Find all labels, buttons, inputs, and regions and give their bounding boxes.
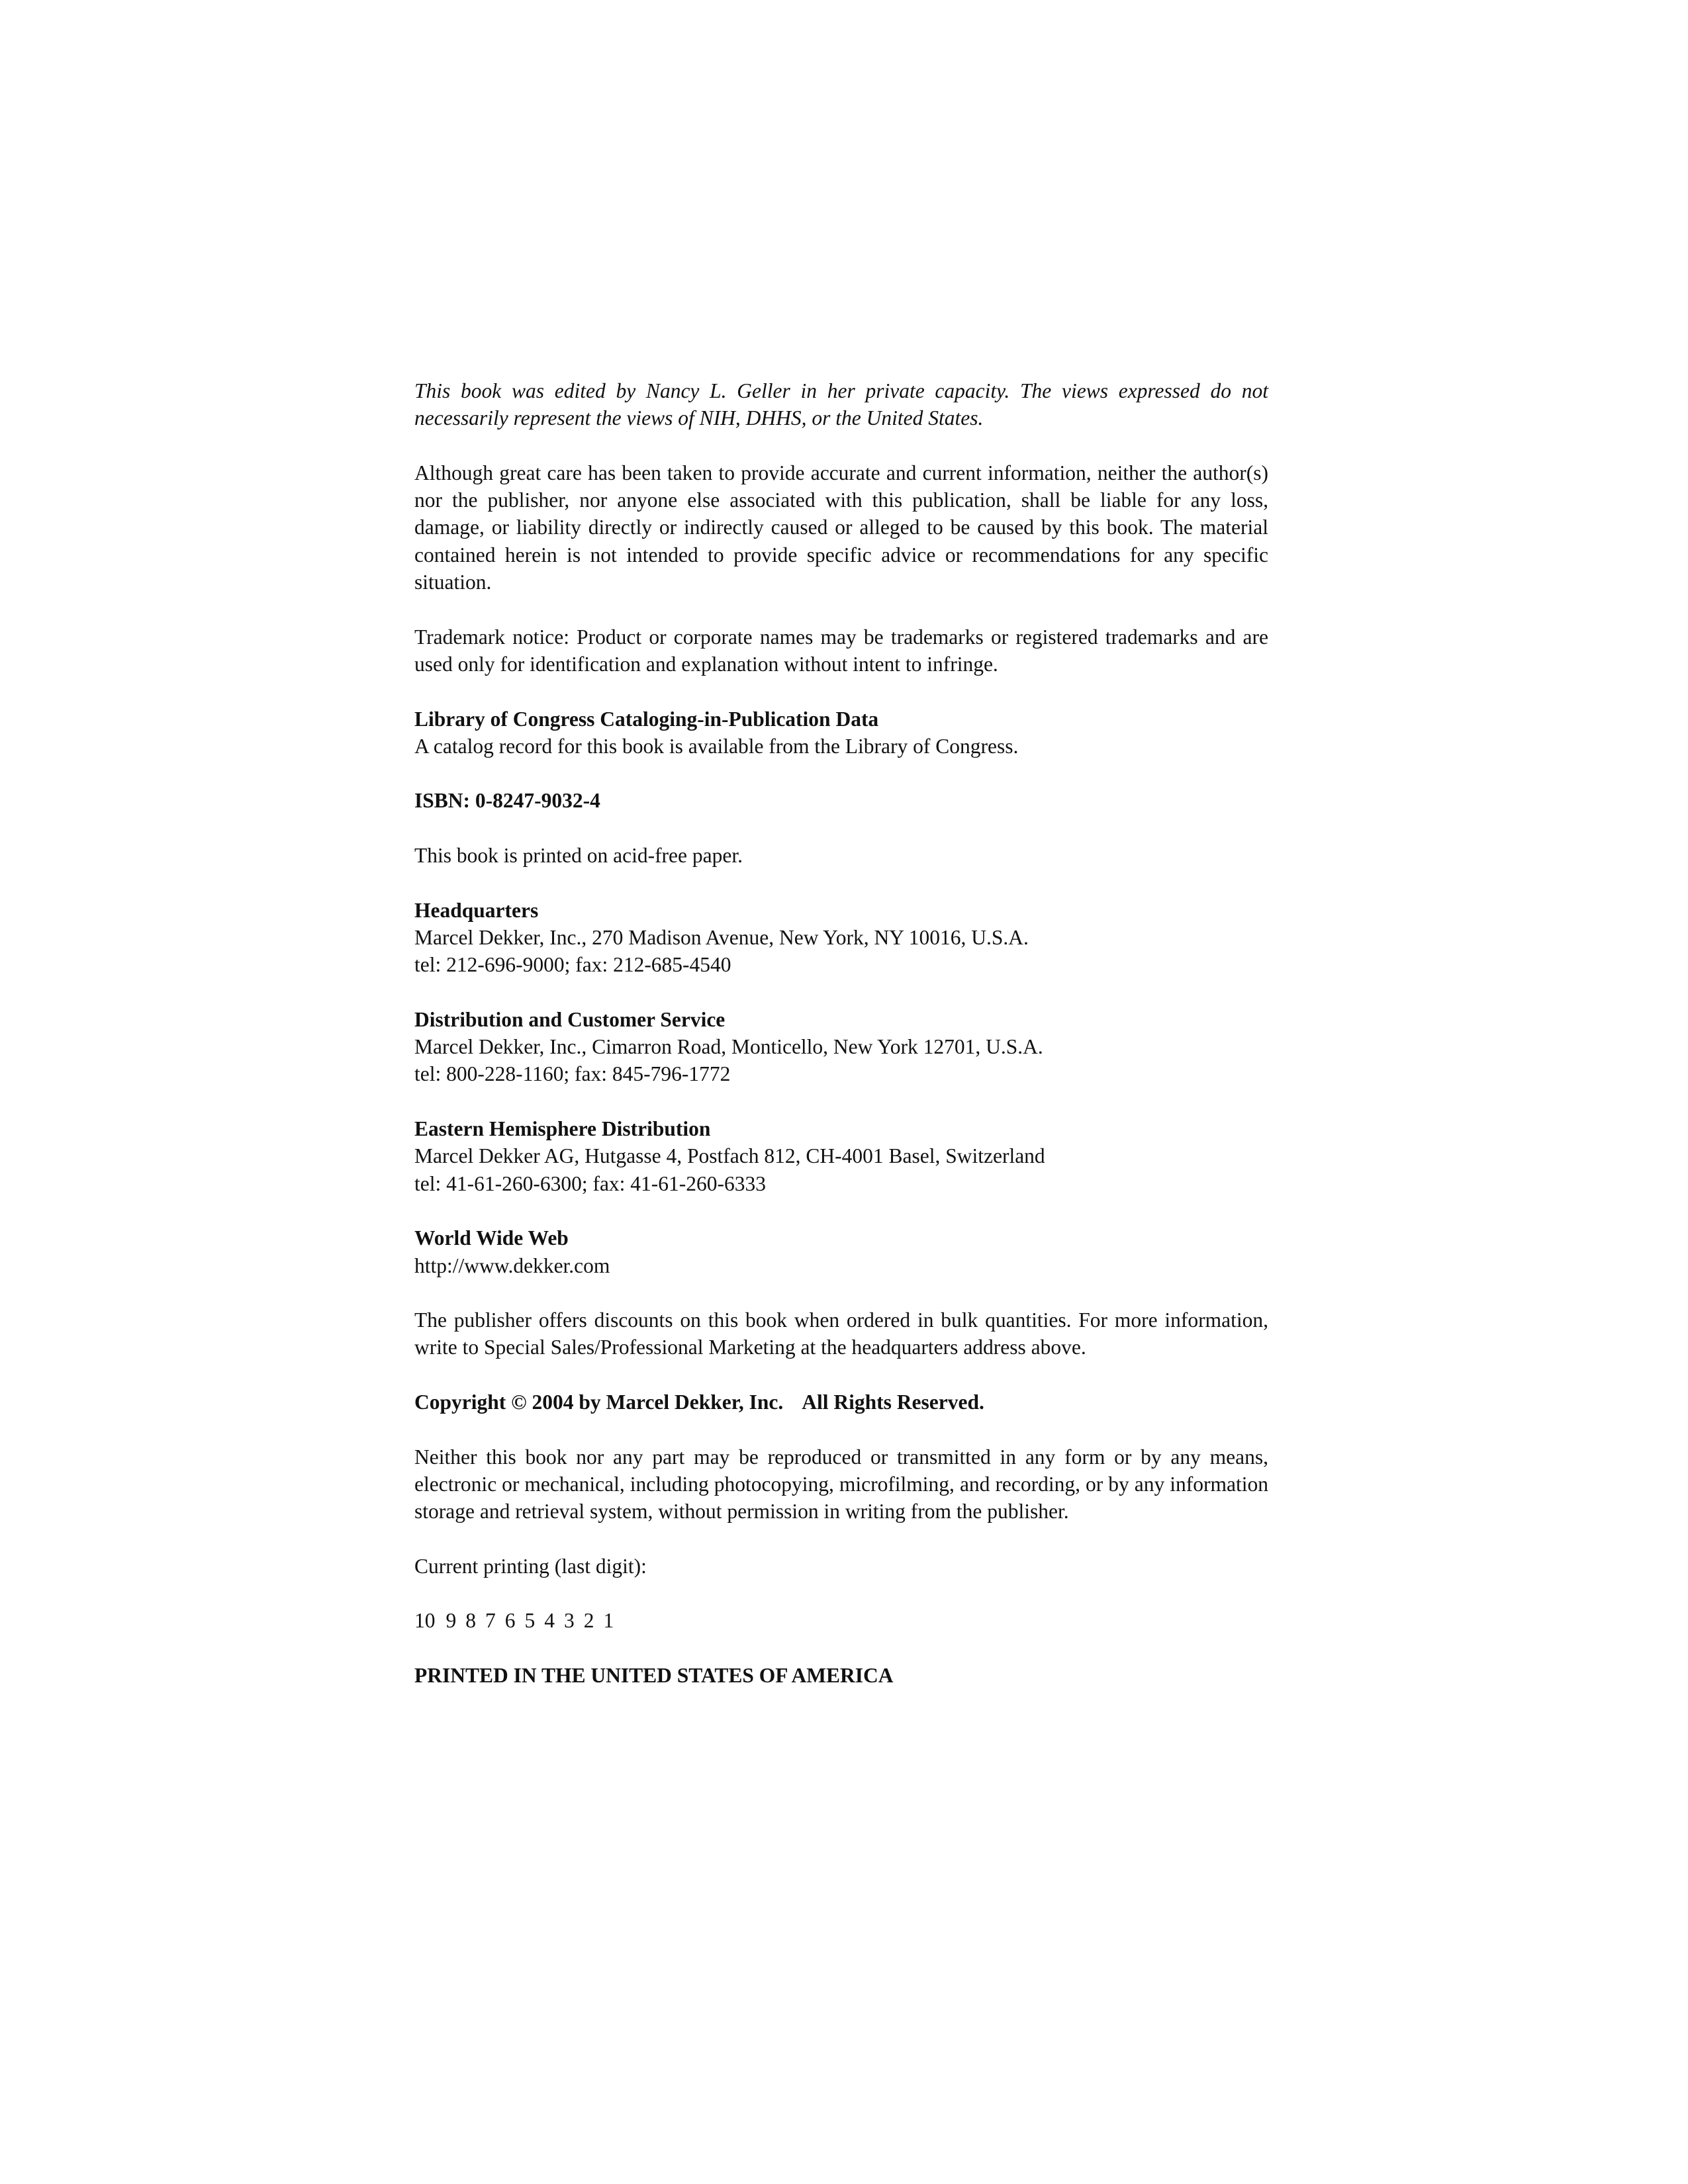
cip-section	[414, 705, 1268, 760]
cip-text: A catalog record for this book is available from the Library of Congress.	[414, 734, 1019, 758]
headquarters-address: Marcel Dekker, Inc., 270 Madison Avenue, New York, NY 10016, U.S.A.	[414, 925, 1029, 949]
printing-digit: 4	[544, 1609, 555, 1633]
printing-digit: 3	[564, 1609, 575, 1633]
eastern-distribution-heading: Eastern Hemisphere Distribution	[414, 1117, 711, 1141]
copyright-statement: Copyright © 2004 by Marcel Dekker, Inc.	[414, 1390, 784, 1414]
rights-reserved: All Rights Reserved.	[802, 1390, 984, 1414]
printing-digit: 9	[445, 1609, 457, 1633]
bulk-discount-notice: The publisher offers discounts on this book when ordered in bulk quantities. For more information, write to Special Sales/Professional Marketing at the headquarters address above.	[414, 1308, 1268, 1359]
printing-digits	[414, 1607, 1268, 1634]
editor-disclaimer: This book was edited by Nancy L. Geller in her private capacity. The views expressed do not necessarily represent the views of NIH, DHHS, or the United States.	[414, 379, 1268, 430]
printing-digit: 10	[414, 1609, 436, 1633]
printing-digit: 8	[465, 1609, 476, 1633]
copyright-line	[414, 1388, 1268, 1416]
headquarters-section	[414, 897, 1268, 979]
distribution-heading: Distribution and Customer Service	[414, 1007, 726, 1031]
eastern-distribution-section	[414, 1115, 1268, 1197]
cip-heading: Library of Congress Cataloging-in-Publication Data	[414, 707, 879, 731]
printing-digit: 6	[504, 1609, 516, 1633]
printed-in-notice: PRINTED IN THE UNITED STATES OF AMERICA	[414, 1663, 894, 1687]
eastern-distribution-phone: tel: 41-61-260-6300; fax: 41-61-260-6333	[414, 1171, 767, 1195]
copyright-page	[414, 377, 1268, 1717]
printing-digit: 1	[603, 1609, 614, 1633]
distribution-section	[414, 1006, 1268, 1088]
distribution-phone: tel: 800-228-1160; fax: 845-796-1772	[414, 1062, 731, 1086]
trademark-notice: Trademark notice: Product or corporate names may be trademarks or registered trademarks and are used only for identification and explanation without intent to infringe.	[414, 625, 1268, 676]
web-section	[414, 1224, 1268, 1279]
isbn: ISBN: 0-8247-9032-4	[414, 789, 600, 813]
printing-label: Current printing (last digit):	[414, 1554, 647, 1578]
printing-digit: 7	[485, 1609, 496, 1633]
eastern-distribution-address: Marcel Dekker AG, Hutgasse 4, Postfach 812, CH-4001 Basel, Switzerland	[414, 1144, 1045, 1168]
web-heading: World Wide Web	[414, 1226, 569, 1250]
web-url: http://www.dekker.com	[414, 1253, 610, 1277]
printing-digit: 5	[524, 1609, 536, 1633]
headquarters-phone: tel: 212-696-9000; fax: 212-685-4540	[414, 953, 731, 977]
headquarters-heading: Headquarters	[414, 898, 539, 922]
reproduction-notice: Neither this book nor any part may be reproduced or transmitted in any form or by any means, electronic or mechanical, including photocopying, microfilming, and recording, or by any information storage and retrieval system, without permission in writing from the publisher.	[414, 1445, 1268, 1524]
printing-digit: 2	[583, 1609, 594, 1633]
acid-free-note: This book is printed on acid-free paper.	[414, 844, 743, 868]
distribution-address: Marcel Dekker, Inc., Cimarron Road, Monticello, New York 12701, U.S.A.	[414, 1035, 1043, 1059]
liability-notice: Although great care has been taken to provide accurate and current information, neither the author(s) nor the publisher, nor anyone else associated with this publication, shall be liable for any loss, damage, or liability directly or indirectly caused or alleged to be caused by this book. The material contained herein is not intended to provide specific advice or recommendations for any specific situation.	[414, 461, 1268, 594]
